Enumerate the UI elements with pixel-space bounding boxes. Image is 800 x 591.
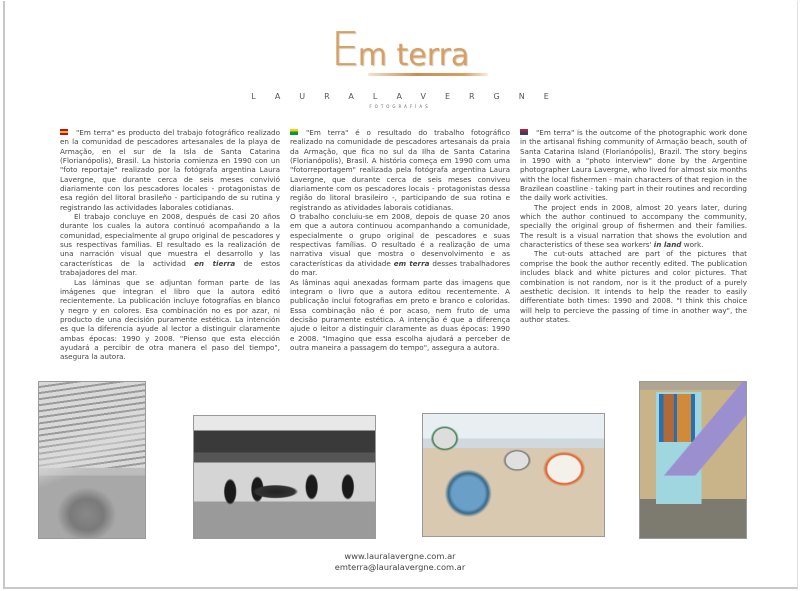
footer [0,551,800,573]
author-name: LAURALAVERGNE [251,92,568,101]
bw-boats-and-net-photo [38,381,146,539]
text-column-portuguese [290,128,510,352]
paragraph [520,128,747,203]
paragraph-text: desses trabalhadores do mar. [290,258,510,278]
brazil-flag-icon [290,129,298,135]
paragraph: Las láminas que se adjuntan forman parte de las imágenes que integran el libro que la autora editó recientemente. La publicación incluye fotografías en blanco y negro y en colores. Esa combinación no es por azar, ni producto de una decisión puramente estética. La intención es que la diferencia ayude al lector a distinguir claramente ambas épocas: 1990 y 2008. "Pienso que esta elección ayudará a percibir de otra manera el paso del tiempo", asegura la autora. [60,277,280,362]
paragraph [290,212,510,277]
paragraph [60,212,280,277]
paragraph: As lâminas aqui anexadas formam parte das imagens que integram o livro que a autora editou recentemente. A publicação inclui fotografias em preto e branco e coloridas. Essa combinação não é por acaso, nem fruto de uma decisão puramente estética. A intenção é que a diferença ajude o leitor a distinguir claramente as duas épocas: 1990 e 2008. "Imagino que essa escolha ajudará a perceber de outra maneira a passagem do tempo", assegura a autora. [290,277,510,352]
paragraph [290,128,510,212]
title-underline [368,73,488,76]
paragraph-text: "Em terra" é o resultado do trabalho fotográfico realizado na comunidade de pescadores artesanais da praia da Armação, que fica no sul da Ilha de Santa Catarina (Florianópolis), Brasil. A história começa em 1990 com uma "fotorreportagem" realizada pela fotógrafa argentina Laura Lavergne, que durante cerca de seis meses conviveu diariamente com os pescadores locais - protagonistas dessa região do litoral brasileiro -, participando de sua rotina e registrando as atividades laborais cotidianas. [290,128,510,212]
email-link[interactable]: emterra@lauralavergne.com.ar [334,562,466,572]
paragraph-text: work. [681,240,704,250]
text-column-spanish [60,128,280,362]
english-flag-icon [520,129,528,135]
subtitle: FOTOGRAFÍAS [369,104,431,109]
paragraph-text: de estos trabajadores del mar. [60,258,281,278]
paragraph-text: The project ends in 2008, almost 20 years later, during which the author continued to accompany the community, specially the original group of fishermen and their families. The result is a visual narration that shows the evolution and characteristics of these sea workers' [520,202,747,250]
website-link[interactable]: www.lauralavergne.com.ar [344,551,456,561]
color-beached-boats-photo [422,413,605,537]
emphasis: en tierra [194,258,236,268]
title-rest: m terra [357,38,470,73]
text-column-english [520,128,747,324]
paragraph-text: O trabalho concluiu-se em 2008, depois de quase 20 anos em que a autora continuou acompanhando a comunidade, especialmente o grupo original de pescadores e suas respectivas famílias. O resultado é a realização de uma narrativa visual que mostra o desenvolvimento e as características da atividade [290,212,510,268]
bw-fishermen-pushing-boat-photo [193,415,376,539]
paragraph-text: "Em terra" is the outcome of the photographic work done in the artisanal fishing community of Armação beach, south of Santa Catarina Island (Florianópolis), Brazil. The story begins in 1990 with a "photo interview" done by the Argentine photographer Laura Lavergne, who lived for almost six months with the local fishermen - main characters of that region in the Brazilean coastline - taking part in their routines and recording the daily work activities. [520,128,747,203]
color-blue-door-flag-photo [639,381,747,539]
paragraph [60,128,280,212]
page-title [0,22,800,76]
emphasis: in land [653,240,682,250]
spain-flag-icon [60,129,68,135]
paragraph [520,203,747,250]
emphasis: em terra [393,258,430,268]
paragraph-text: El trabajo concluye en 2008, después de casi 20 años durante los cuales la autora continuó acompañando a la comunidad, especialmente al grupo original de pescadores y sus respectivas familias. El resultado es la realización de una narración visual que muestra el desarrollo y las características de la actividad [60,212,280,268]
title-initial: E [330,22,358,76]
paragraph-text: "Em terra" es producto del trabajo fotográfico realizado en la comunidad de pescadores artesanales de la playa de Armação, en el sur de la Isla de Santa Catarina (Florianópolis), Brasil. La historia comienza en 1990 con un "foto reportaje" realizado por la fotógrafa argentina Laura Lavergne, que durante cerca de seis meses convivió diariamente con los pescadores locales - protagonistas de esa región del litoral brasileño - participando de su rutina y registrando las actividades laborales cotidianas. [60,128,280,212]
paragraph: The cut-outs attached are part of the pictures that comprise the book the author recently edited. The publication includes black and white pictures and color pictures. That combination is not random, nor is it the product of a purely aesthetic decision. It intends to help the reader to easily differentiate both times: 1990 and 2008. "I think this choice will help to percieve the passing of time in another way", the author states. [520,249,747,324]
